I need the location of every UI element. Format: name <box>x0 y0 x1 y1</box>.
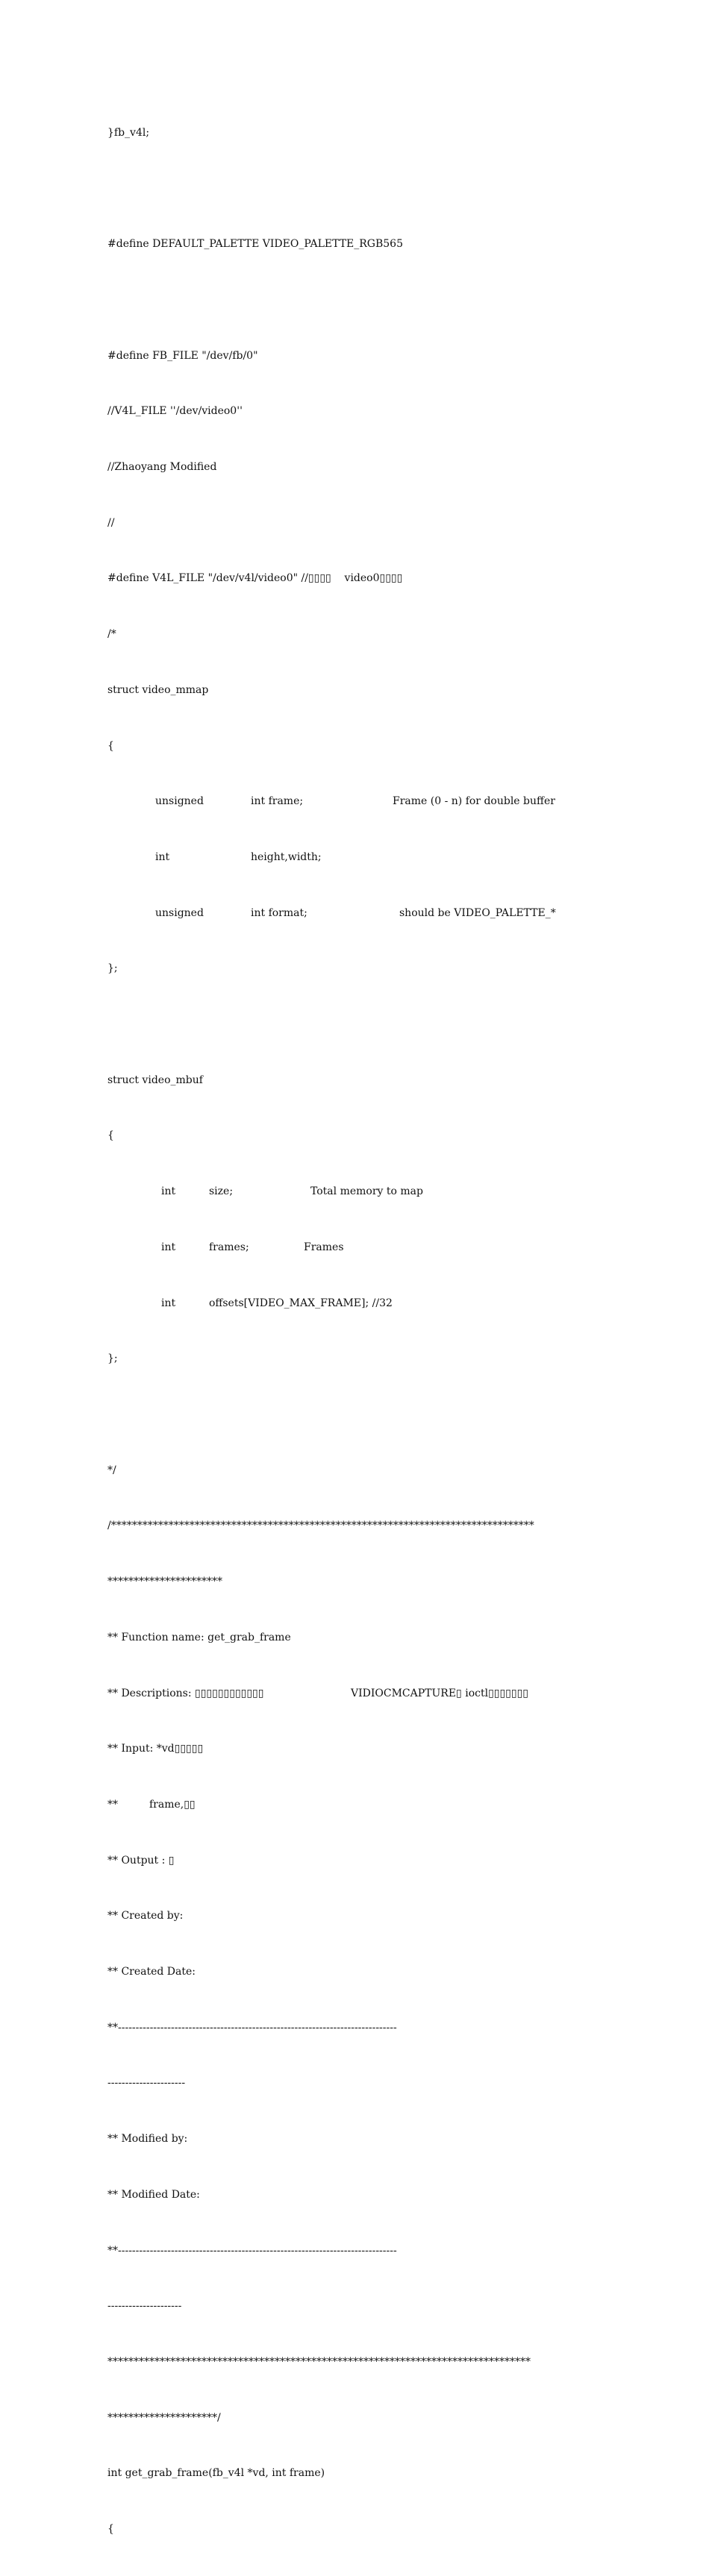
code-token: unsigned <box>155 795 204 808</box>
code-line <box>107 792 615 811</box>
blank-line <box>107 1015 615 1034</box>
comment-line: ** Modified Date: <box>107 2188 200 2201</box>
comment-line <box>107 1796 615 1814</box>
code-line: #define FB_FILE "/dev/fb/0" <box>107 349 258 362</box>
code-line: #define DEFAULT_PALETTE VIDEO_PALETTE_RGB565 <box>107 238 403 251</box>
code-listing <box>107 87 615 2576</box>
code-line <box>107 904 615 923</box>
code-line: #define V4L_FILE "/dev/v4l/video0" //▯▯▯▯ video0▯▯▯▯ <box>107 572 403 585</box>
comment-border: ********************** <box>107 1576 222 1588</box>
code-line: /* <box>107 628 116 641</box>
code-comment: Frame (0 - n) for double buffer <box>393 795 555 808</box>
code-token: int <box>161 1241 176 1253</box>
code-token: height,width; <box>251 850 322 863</box>
code-line: { <box>107 2523 114 2536</box>
code-comment: Frames <box>304 1241 344 1253</box>
code-line: { <box>107 739 114 752</box>
code-line: }; <box>107 1353 118 1365</box>
code-comment: should be VIDEO_PALETTE_* <box>399 906 556 919</box>
comment-border: *********************/ <box>107 2411 221 2424</box>
code-line: struct video_mbuf <box>107 1074 203 1086</box>
code-line: // <box>107 516 115 529</box>
code-token: unsigned <box>155 906 204 919</box>
comment-line: ** Function name: get_grab_frame <box>107 1631 291 1643</box>
code-line: }; <box>107 962 118 975</box>
comment-line: ** Created by: <box>107 1910 184 1922</box>
comment-border: ********************************************************************************* <box>107 2355 531 2368</box>
code-line: */ <box>107 1464 116 1476</box>
code-token: VIDIOCMCAPTURE▯ ioctl▯▯▯▯▯▯▯ <box>351 1687 528 1699</box>
code-token: offsets[VIDEO_MAX_FRAME]; //32 <box>209 1297 393 1309</box>
comment-line: ** Created Date: <box>107 1966 196 1978</box>
code-line <box>107 1182 615 1201</box>
code-token: ** Descriptions: ▯▯▯▯▯▯▯▯▯▯▯▯ <box>107 1687 264 1699</box>
comment-divider: ---------------------- <box>107 2077 186 2090</box>
comment-divider: **------------------------------------------------------------------------------- <box>107 2244 397 2257</box>
blank-line <box>107 180 615 198</box>
code-line: //V4L_FILE ''/dev/video0'' <box>107 405 243 418</box>
comment-line: ** Output : ▯ <box>107 1854 175 1867</box>
code-line: //Zhaoyang Modified <box>107 461 217 474</box>
comment-border: /********************************************************************************* <box>107 1520 534 1532</box>
code-token: int <box>161 1297 176 1309</box>
code-comment: Total memory to map <box>310 1185 423 1198</box>
code-token: int <box>161 1185 176 1198</box>
comment-divider: --------------------- <box>107 2300 182 2313</box>
code-token: int <box>155 850 170 863</box>
code-line <box>107 1238 615 1257</box>
code-token: frame,▯▯ <box>149 1798 196 1811</box>
comment-line <box>107 1685 615 1703</box>
comment-divider: **------------------------------------------------------------------------------- <box>107 2021 397 2034</box>
code-line: }fb_v4l; <box>107 126 150 139</box>
code-line <box>107 1294 615 1313</box>
code-token: frames; <box>209 1241 249 1253</box>
code-token: int frame; <box>251 795 304 808</box>
code-token: int format; <box>251 906 307 919</box>
blank-line <box>107 1405 615 1424</box>
code-line: { <box>107 1129 114 1142</box>
comment-line: ** Input: *vd▯▯▯▯▯ <box>107 1743 204 1755</box>
comment-line: ** Modified by: <box>107 2133 188 2146</box>
function-signature: int get_grab_frame(fb_v4l *vd, int frame) <box>107 2467 325 2480</box>
code-token: ** <box>107 1798 118 1811</box>
blank-line <box>107 291 615 310</box>
code-line <box>107 848 615 867</box>
code-line: struct video_mmap <box>107 683 209 696</box>
code-token: size; <box>209 1185 234 1198</box>
